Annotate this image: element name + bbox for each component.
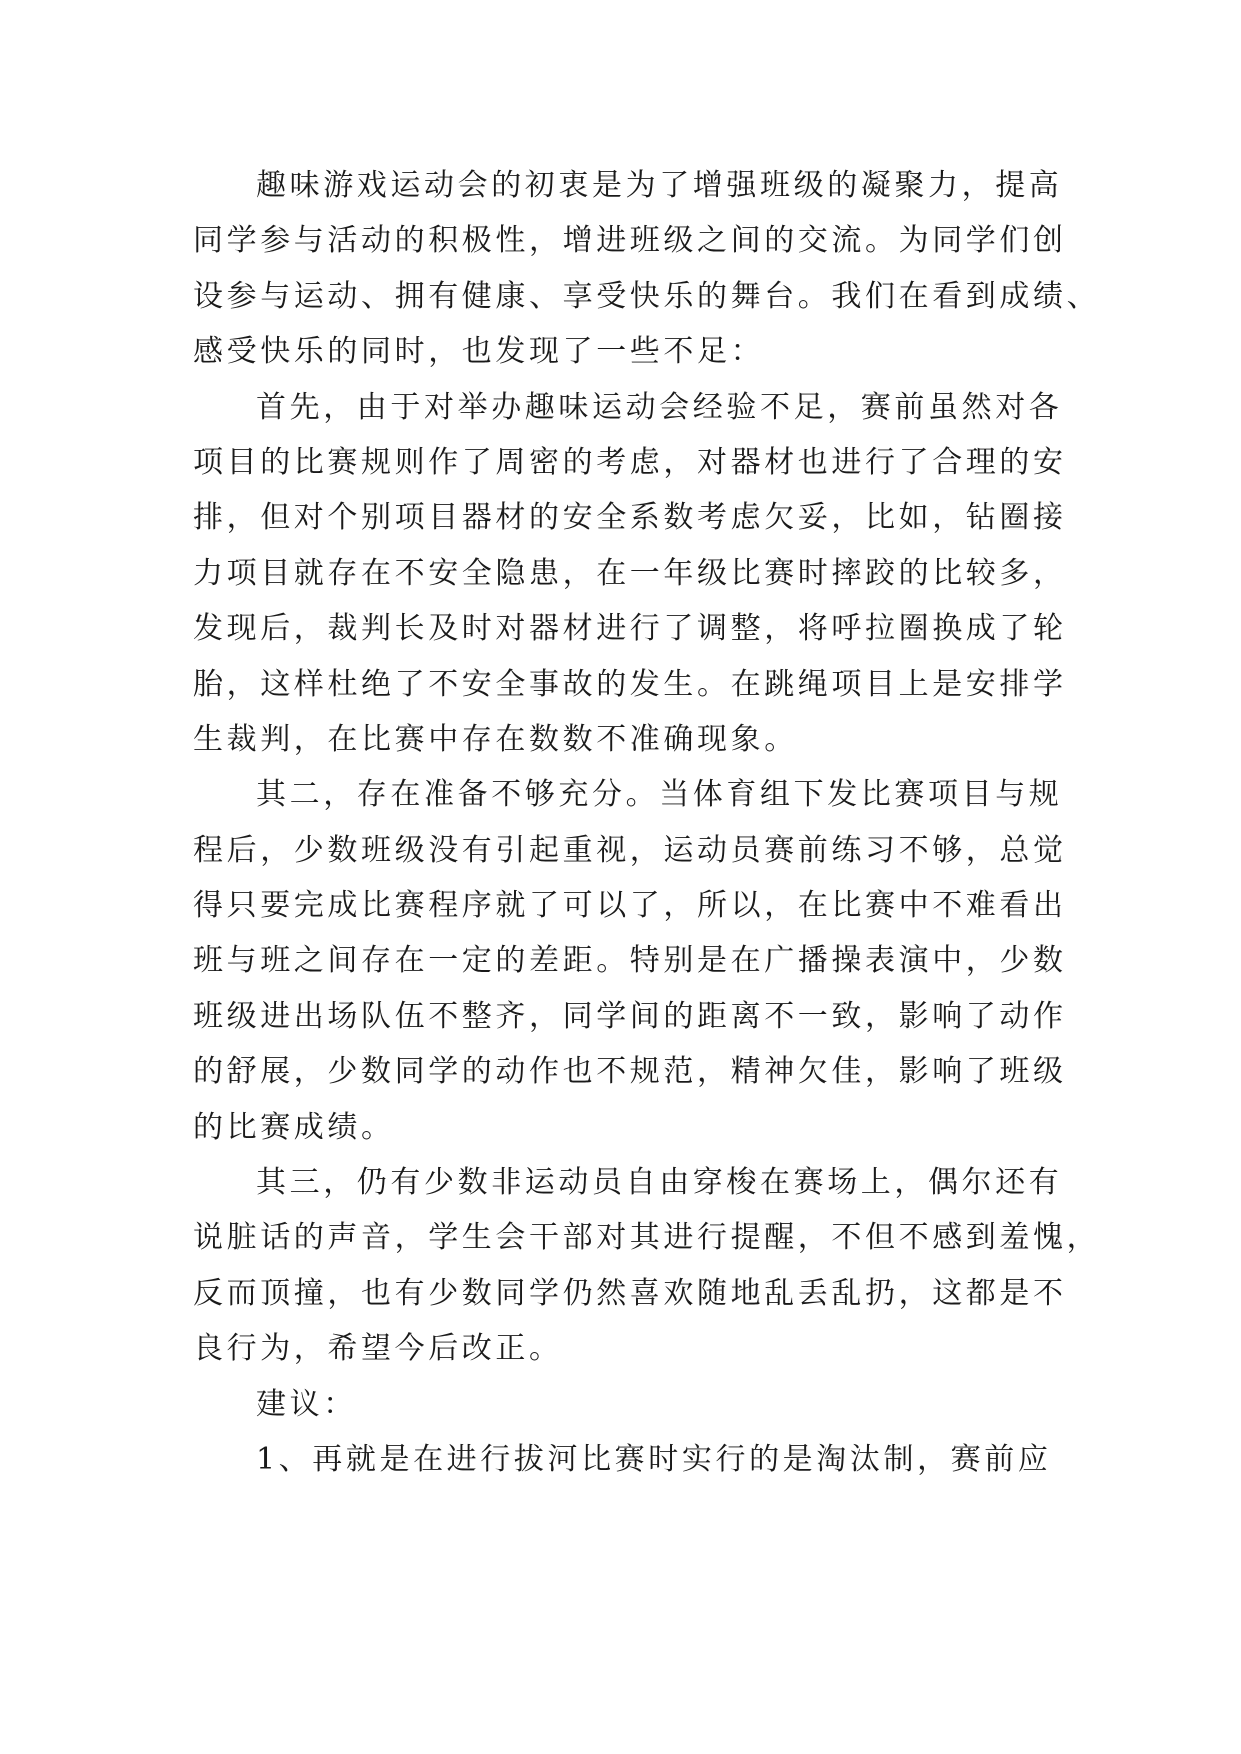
text-line: 趣味游戏运动会的初衷是为了增强班级的凝聚力，提高 — [256, 168, 1063, 203]
document-body — [193, 158, 1101, 1487]
text-line: 力项目就存在不安全隐患，在一年级比赛时摔跤的比较多， — [193, 555, 1067, 591]
text-line: 生裁判，在比赛中存在数数不准确现象。 — [193, 721, 798, 757]
text-line: 其二，存在准备不够充分。当体育组下发比赛项目与规 — [256, 777, 1063, 813]
text-line: 的比赛成绩。 — [193, 1109, 395, 1145]
text-line: 班与班之间存在一定的差距。特别是在广播操表演中，少数 — [193, 943, 1067, 979]
text-line: 说脏话的声音，学生会干部对其进行提醒，不但不感到羞愧， — [193, 1220, 1101, 1256]
text-line: 胎，这样杜绝了不安全事故的发生。在跳绳项目上是安排学 — [193, 666, 1067, 702]
text-line: 同学参与活动的积极性，增进班级之间的交流。为同学们创 — [193, 223, 1067, 259]
text-line: 良行为，希望今后改正。 — [193, 1331, 563, 1367]
text-line: 建议： — [256, 1386, 357, 1422]
text-line: 程后，少数班级没有引起重视，运动员赛前练习不够，总觉 — [193, 832, 1067, 868]
text-line: 首先，由于对举办趣味运动会经验不足，赛前虽然对各 — [256, 389, 1063, 425]
text-line: 1、再就是在进行拔河比赛时实行的是淘汰制，赛前应 — [256, 1441, 1052, 1477]
text-line: 感受快乐的同时，也发现了一些不足： — [193, 334, 765, 370]
text-line: 排，但对个别项目器材的安全系数考虑欠妥，比如，钻圈接 — [193, 500, 1067, 536]
text-line: 班级进出场队伍不整齐，同学间的距离不一致，影响了动作 — [193, 998, 1067, 1034]
text-line: 设参与运动、拥有健康、享受快乐的舞台。我们在看到成绩、 — [193, 278, 1101, 314]
text-line: 的舒展，少数同学的动作也不规范，精神欠佳，影响了班级 — [193, 1054, 1067, 1090]
text-line: 得只要完成比赛程序就了可以了，所以，在比赛中不难看出 — [193, 888, 1067, 924]
text-line: 发现后，裁判长及时对器材进行了调整，将呼拉圈换成了轮 — [193, 611, 1067, 647]
text-line: 项目的比赛规则作了周密的考虑，对器材也进行了合理的安 — [193, 444, 1067, 480]
text-line: 其三，仍有少数非运动员自由穿梭在赛场上，偶尔还有 — [256, 1165, 1063, 1201]
text-line: 反而顶撞，也有少数同学仍然喜欢随地乱丢乱扔，这都是不 — [193, 1275, 1067, 1311]
